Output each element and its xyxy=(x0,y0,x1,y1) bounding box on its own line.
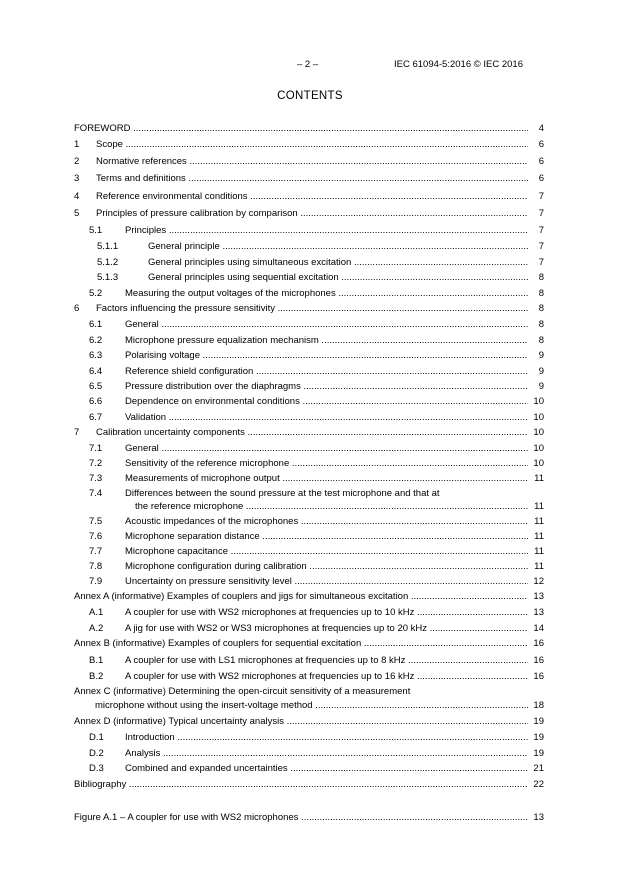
toc-entry-number: 7.2 xyxy=(89,458,103,469)
toc-entry-page: 12 xyxy=(533,576,544,587)
toc-entry-page: 8 xyxy=(538,288,544,299)
toc-row-figure-a-1[interactable] xyxy=(0,811,620,825)
toc-entry-number: 7.7 xyxy=(89,546,103,557)
toc-row-2[interactable] xyxy=(0,155,620,169)
toc-entry-text: Validation ..... xyxy=(125,411,528,425)
toc-row-a-1[interactable] xyxy=(0,606,620,620)
toc-entry-page: 13 xyxy=(533,607,544,618)
toc-entry-text: A jig for use with WS2 or WS3 microphones at frequencies up to 20 kHz ..... xyxy=(125,622,528,636)
toc-entry-text: Terms and definitions ..... xyxy=(96,172,528,186)
toc-entry-number: A.1 xyxy=(89,607,104,618)
toc-entry-number: 7.4 xyxy=(89,488,103,499)
toc-entry-text: Uncertainty on pressure sensitivity level ..... xyxy=(125,575,528,589)
toc-entry-number: 5.1.2 xyxy=(97,257,119,268)
toc-entry-page: 11 xyxy=(534,516,544,527)
toc-entry-page: 10 xyxy=(533,443,544,454)
toc-entry-text: A coupler for use with LS1 microphones at frequencies up to 8 kHz ..... xyxy=(125,654,528,668)
toc-entry-text: Introduction ..... xyxy=(125,731,528,745)
toc-entry-text: Factors influencing the pressure sensitivity ..... xyxy=(96,302,528,316)
toc-entry-page: 7 xyxy=(538,208,544,219)
toc-entry-number: D.2 xyxy=(89,748,104,759)
toc-entry-number: 1 xyxy=(74,139,80,150)
toc-entry-text: Measuring the output voltages of the microphones ..... xyxy=(125,287,528,301)
toc-entry-page: 13 xyxy=(533,591,544,602)
toc-row-7-4-line2[interactable] xyxy=(0,500,620,514)
toc-entry-page: 21 xyxy=(533,763,544,774)
toc-entry-page: 11 xyxy=(534,531,544,542)
toc-entry-text: Microphone pressure equalization mechanism ..... xyxy=(125,334,528,348)
toc-entry-text: Annex B (informative) Examples of couplers for sequential excitation ..... xyxy=(74,637,528,651)
toc-row-6-5[interactable] xyxy=(0,380,620,394)
toc-entry-text: Microphone separation distance ..... xyxy=(125,530,528,544)
toc-entry-number: 5.1.3 xyxy=(97,272,119,283)
toc-row-6-1[interactable] xyxy=(0,318,620,332)
toc-row-annex-d[interactable] xyxy=(0,715,620,729)
toc-row-d-3[interactable] xyxy=(0,762,620,776)
toc-entry-number: 5 xyxy=(74,208,80,219)
toc-entry-page: 19 xyxy=(533,716,544,727)
toc-entry-number: 6.3 xyxy=(89,350,103,361)
toc-entry-page: 10 xyxy=(533,458,544,469)
toc-entry-text: Calibration uncertainty components ..... xyxy=(96,426,528,440)
toc-row-7-1[interactable] xyxy=(0,442,620,456)
toc-row-b-1[interactable] xyxy=(0,654,620,668)
toc-row-5-1-1[interactable] xyxy=(0,240,620,254)
toc-row-b-2[interactable] xyxy=(0,670,620,684)
toc-entry-text: Analysis ..... xyxy=(125,747,528,761)
toc-entry-text: Measurements of microphone output ..... xyxy=(125,472,528,486)
toc-entry-text: Reference shield configuration ..... xyxy=(125,365,528,379)
toc-entry-page: 14 xyxy=(533,623,544,634)
toc-entry-number: 7.9 xyxy=(89,576,103,587)
toc-entry-page: 8 xyxy=(538,335,544,346)
toc-row-5-1[interactable] xyxy=(0,224,620,238)
toc-entry-number: 3 xyxy=(74,173,80,184)
toc-entry-number: B.2 xyxy=(89,671,104,682)
toc-entry-page: 11 xyxy=(534,473,544,484)
toc-entry-number: 6 xyxy=(74,303,80,314)
toc-row-5[interactable] xyxy=(0,207,620,221)
toc-entry-page: 9 xyxy=(538,350,544,361)
toc-row-4[interactable] xyxy=(0,190,620,204)
toc-entry-page: 8 xyxy=(538,319,544,330)
toc-entry-number: 7.1 xyxy=(89,443,103,454)
toc-entry-number: 6.5 xyxy=(89,381,103,392)
toc-entry-number: 5.2 xyxy=(89,288,103,299)
toc-entry-number: 6.4 xyxy=(89,366,103,377)
toc-entry-page: 8 xyxy=(538,272,544,283)
toc-entry-page: 19 xyxy=(533,748,544,759)
toc-row-7-3[interactable] xyxy=(0,472,620,486)
toc-entry-number: 6.7 xyxy=(89,412,103,423)
toc-row-annex-c-line1[interactable] xyxy=(0,685,620,699)
toc-entry-page: 11 xyxy=(534,561,544,572)
toc-entry-number: 7.3 xyxy=(89,473,103,484)
toc-entry-text: Acoustic impedances of the microphones ..... xyxy=(125,515,528,529)
toc-entry-page: 18 xyxy=(533,700,544,711)
toc-row-7-6[interactable] xyxy=(0,530,620,544)
toc-entry-text: A coupler for use with WS2 microphones at frequencies up to 10 kHz ..... xyxy=(125,606,528,620)
toc-row-5-1-2[interactable] xyxy=(0,256,620,270)
toc-row-a-2[interactable] xyxy=(0,622,620,636)
toc-row-7-5[interactable] xyxy=(0,515,620,529)
toc-entry-text: Principles of pressure calibration by comparison ..... xyxy=(96,207,528,221)
toc-entry-number: 7.8 xyxy=(89,561,103,572)
toc-row-7-4-line1[interactable] xyxy=(0,487,620,501)
toc-entry-text: Annex A (informative) Examples of couplers and jigs for simultaneous excitation ..... xyxy=(74,590,528,604)
toc-entry-number: D.3 xyxy=(89,763,104,774)
toc-row-6-2[interactable] xyxy=(0,334,620,348)
toc-entry-text: Normative references ..... xyxy=(96,155,528,169)
toc-entry-page: 7 xyxy=(538,191,544,202)
toc-entry-page: 13 xyxy=(533,812,544,823)
toc-entry-page: 16 xyxy=(533,655,544,666)
toc-row-7-9[interactable] xyxy=(0,575,620,589)
toc-row-5-1-3[interactable] xyxy=(0,271,620,285)
toc-entry-number: 7.5 xyxy=(89,516,103,527)
toc-entry-number: 5.1 xyxy=(89,225,103,236)
toc-entry-text: General principle ..... xyxy=(148,240,528,254)
toc-entry-text: Polarising voltage ..... xyxy=(125,349,528,363)
toc-entry-page: 11 xyxy=(534,546,544,557)
toc-entry-page: 11 xyxy=(534,501,544,512)
toc-entry-number: 2 xyxy=(74,156,80,167)
toc-entry-text: Annex D (informative) Typical uncertainty analysis ..... xyxy=(74,715,528,729)
toc-entry-number: 4 xyxy=(74,191,80,202)
toc-entry-text: General principles using simultaneous excitation ..... xyxy=(148,256,528,270)
page-title: CONTENTS xyxy=(277,90,343,102)
toc-entry-page: 22 xyxy=(533,779,544,790)
toc-entry-page: 7 xyxy=(538,225,544,236)
toc-entry-page: 9 xyxy=(538,366,544,377)
toc-entry-page: 16 xyxy=(533,671,544,682)
toc-entry-number: 7.6 xyxy=(89,531,103,542)
toc-entry-text: Scope ..... xyxy=(96,138,528,152)
toc-entry-text: A coupler for use with WS2 microphones at frequencies up to 16 kHz ..... xyxy=(125,670,528,684)
toc-entry-number: A.2 xyxy=(89,623,104,634)
toc-entry-text: Figure A.1 – A coupler for use with WS2 microphones ..... xyxy=(74,811,528,825)
toc-entry-text: General ..... xyxy=(125,318,528,332)
toc-entry-page: 19 xyxy=(533,732,544,743)
toc-entry-page: 10 xyxy=(533,412,544,423)
toc-entry-number: 6.6 xyxy=(89,396,103,407)
toc-entry-page: 6 xyxy=(538,139,544,150)
toc-entry-number: B.1 xyxy=(89,655,104,666)
toc-entry-text: microphone without using the insert-voltage method ..... xyxy=(95,699,528,713)
toc-row-6-3[interactable] xyxy=(0,349,620,363)
toc-row-annex-c-line2[interactable] xyxy=(0,699,620,713)
toc-entry-text-line1: Differences between the sound pressure at the test microphone and that at xyxy=(125,488,440,499)
page-number: – 2 – xyxy=(297,59,319,70)
toc-entry-text: Principles ..... xyxy=(125,224,528,238)
toc-row-foreword[interactable] xyxy=(0,122,620,136)
toc-entry-text: FOREWORD ..... xyxy=(74,122,528,136)
toc-row-7-7[interactable] xyxy=(0,545,620,559)
toc-row-annex-a[interactable] xyxy=(0,590,620,604)
toc-row-6-4[interactable] xyxy=(0,365,620,379)
toc-entry-text: Bibliography ..... xyxy=(74,778,528,792)
toc-entry-number: 6.1 xyxy=(89,319,103,330)
toc-entry-text: Pressure distribution over the diaphragms ..... xyxy=(125,380,528,394)
toc-entry-page: 4 xyxy=(538,123,544,134)
standard-reference: IEC 61094-5:2016 © IEC 2016 xyxy=(394,59,524,70)
toc-entry-text-line1: Annex C (informative) Determining the open-circuit sensitivity of a measurement xyxy=(74,686,411,697)
toc-row-6-7[interactable] xyxy=(0,411,620,425)
toc-entry-number: 7 xyxy=(74,427,80,438)
toc-row-3[interactable] xyxy=(0,172,620,186)
toc-entry-page: 6 xyxy=(538,156,544,167)
toc-row-bibliography[interactable] xyxy=(0,778,620,792)
toc-entry-page: 10 xyxy=(533,396,544,407)
toc-row-6[interactable] xyxy=(0,302,620,316)
toc-row-5-2[interactable] xyxy=(0,287,620,301)
toc-entry-page: 6 xyxy=(538,173,544,184)
toc-entry-text: Dependence on environmental conditions ..... xyxy=(125,395,528,409)
toc-entry-text: Combined and expanded uncertainties ..... xyxy=(125,762,528,776)
toc-entry-number: D.1 xyxy=(89,732,104,743)
toc-entry-number: 6.2 xyxy=(89,335,103,346)
toc-entry-page: 8 xyxy=(538,303,544,314)
toc-row-annex-b[interactable] xyxy=(0,637,620,651)
toc-row-d-2[interactable] xyxy=(0,747,620,761)
toc-row-d-1[interactable] xyxy=(0,731,620,745)
toc-entry-text: General principles using sequential excitation ..... xyxy=(148,271,528,285)
toc-entry-page: 16 xyxy=(533,638,544,649)
toc-row-1[interactable] xyxy=(0,138,620,152)
toc-entry-text: Reference environmental conditions ..... xyxy=(96,190,528,204)
toc-entry-text: Sensitivity of the reference microphone ..... xyxy=(125,457,528,471)
toc-entry-page: 7 xyxy=(538,241,544,252)
toc-entry-text: Microphone capacitance ..... xyxy=(125,545,528,559)
toc-entry-number: 5.1.1 xyxy=(97,241,119,252)
toc-entry-page: 9 xyxy=(538,381,544,392)
toc-entry-text: the reference microphone ..... xyxy=(135,500,528,514)
toc-row-6-6[interactable] xyxy=(0,395,620,409)
toc-row-7-8[interactable] xyxy=(0,560,620,574)
toc-row-7[interactable] xyxy=(0,426,620,440)
toc-row-7-2[interactable] xyxy=(0,457,620,471)
toc-entry-text: General ..... xyxy=(125,442,528,456)
toc-entry-text: Microphone configuration during calibration ..... xyxy=(125,560,528,574)
toc-entry-page: 10 xyxy=(533,427,544,438)
toc-entry-page: 7 xyxy=(538,257,544,268)
